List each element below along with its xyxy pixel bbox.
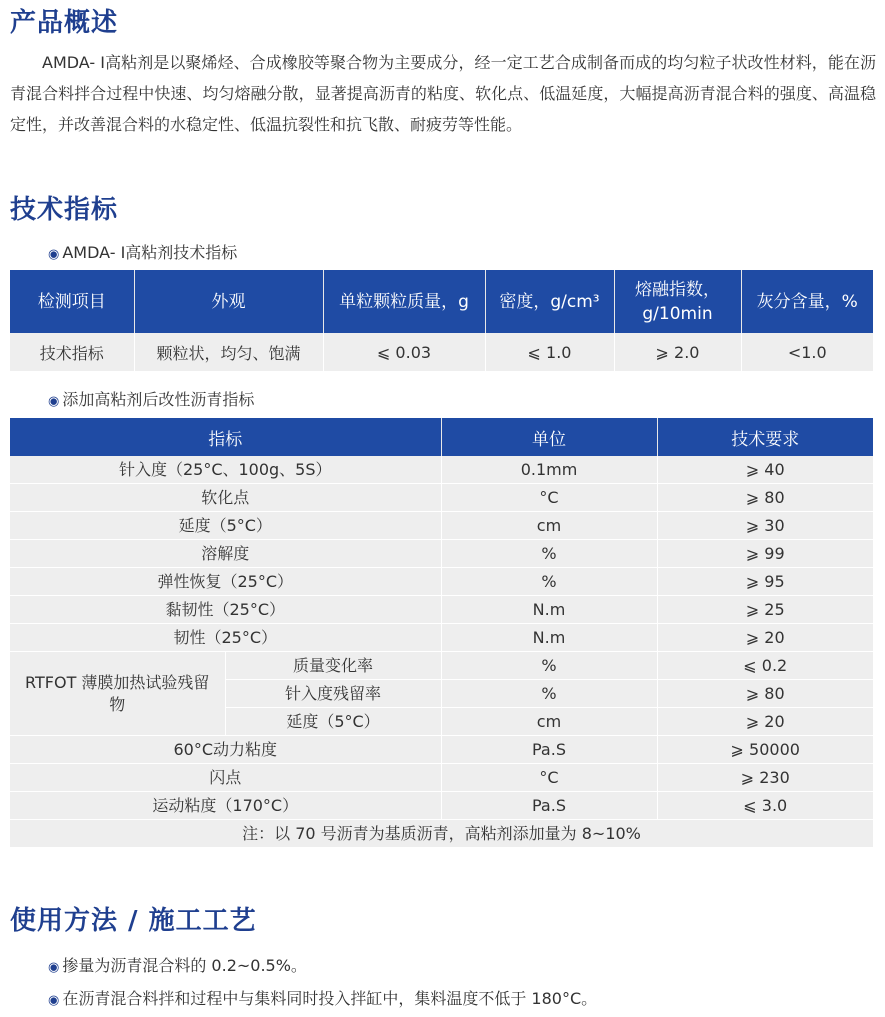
table-cell: N.m — [441, 596, 657, 624]
table2-header: 指标 — [10, 418, 441, 456]
table1-header: 外观 — [134, 270, 323, 333]
table-cell: cm — [441, 512, 657, 540]
table1-header: 灰分含量，% — [741, 270, 873, 333]
usage-item-text: 在沥青混合料拌和过程中与集料同时投入拌缸中，集料温度不低于 180°C。 — [62, 989, 598, 1008]
table-cell: % — [441, 568, 657, 596]
table-cell: 针入度残留率 — [225, 680, 441, 708]
table-cell: 延度（5°C） — [10, 512, 441, 540]
table2-header: 技术要求 — [657, 418, 873, 456]
table-cell: 韧性（25°C） — [10, 624, 441, 652]
table-cell: 延度（5°C） — [225, 708, 441, 736]
table-cell: 技术指标 — [10, 333, 134, 371]
table1-header: 密度，g/cm³ — [485, 270, 614, 333]
table1-caption-text: AMDA- Ⅰ高粘剂技术指标 — [62, 243, 238, 262]
table-cell: % — [441, 540, 657, 568]
asphalt-spec-table — [10, 418, 873, 848]
table2-header-row — [10, 418, 873, 456]
table-note-row — [10, 820, 873, 848]
table-cell: ⩾ 20 — [657, 708, 873, 736]
table-cell: Pa.S — [441, 792, 657, 820]
usage-item — [48, 986, 597, 1009]
table-row — [10, 456, 873, 484]
table-cell: 60°C动力粘度 — [10, 736, 441, 764]
table-cell: ⩾ 2.0 — [614, 333, 741, 371]
table-cell: cm — [441, 708, 657, 736]
table-cell: 软化点 — [10, 484, 441, 512]
table-cell: °C — [441, 484, 657, 512]
table-row — [10, 792, 873, 820]
table-cell: 黏韧性（25°C） — [10, 596, 441, 624]
table2-caption — [48, 387, 254, 410]
usage-title: 使用方法 / 施工工艺 — [10, 906, 257, 936]
bullet-icon: ◉ — [48, 960, 60, 975]
bullet-icon: ◉ — [48, 394, 60, 409]
bullet-icon: ◉ — [48, 247, 60, 262]
table-row — [10, 540, 873, 568]
table-cell: <1.0 — [741, 333, 873, 371]
table-cell: ⩾ 80 — [657, 484, 873, 512]
table-cell: ⩾ 25 — [657, 596, 873, 624]
table-cell: ⩾ 50000 — [657, 736, 873, 764]
table-cell: ⩽ 3.0 — [657, 792, 873, 820]
overview-text: AMDA- Ⅰ高粘剂是以聚烯烃、合成橡胶等聚合物为主要成分，经一定工艺合成制备而成的均匀粒子状改性材料，能在沥青混合料拌合过程中快速、均匀熔融分散，显著提高沥青的粘度、软化点、低温延度，大幅提高沥青混合料的强度、高温稳定性，并改善混合料的水稳定性、低温抗裂性和抗飞散、耐疲劳等性能。 — [10, 53, 876, 134]
table-cell: ⩾ 20 — [657, 624, 873, 652]
table2-caption-text: 添加高粘剂后改性沥青指标 — [62, 390, 255, 409]
table-cell: ⩾ 30 — [657, 512, 873, 540]
usage-item-text: 掺量为沥青混合料的 0.2~0.5%。 — [62, 956, 307, 975]
table-cell: % — [441, 680, 657, 708]
table-row — [10, 652, 873, 680]
table2-header: 单位 — [441, 418, 657, 456]
table-cell: ⩾ 80 — [657, 680, 873, 708]
table-cell: 弹性恢复（25°C） — [10, 568, 441, 596]
table-cell: ⩾ 40 — [657, 456, 873, 484]
table1-header: 熔融指数，g/10min — [614, 270, 741, 333]
table1-caption — [48, 240, 237, 263]
table-note: 注：以 70 号沥青为基质沥青，高粘剂添加量为 8~10% — [10, 820, 873, 848]
table-cell: N.m — [441, 624, 657, 652]
table-cell: ⩾ 230 — [657, 764, 873, 792]
table-cell: ⩾ 99 — [657, 540, 873, 568]
table-row — [10, 568, 873, 596]
table-cell: ⩾ 95 — [657, 568, 873, 596]
rtfot-group-label: RTFOT 薄膜加热试验残留物 — [10, 652, 225, 736]
table-cell: 运动粘度（170°C） — [10, 792, 441, 820]
table-cell: 针入度（25°C、100g、5S） — [10, 456, 441, 484]
table1-header: 检测项目 — [10, 270, 134, 333]
table1-header-row — [10, 270, 873, 333]
table-cell: % — [441, 652, 657, 680]
bullet-icon: ◉ — [48, 993, 60, 1008]
adhesive-spec-table — [10, 270, 873, 371]
table-row — [10, 596, 873, 624]
table-cell: 0.1mm — [441, 456, 657, 484]
table-row — [10, 624, 873, 652]
table1-header: 单粒颗粒质量，g — [323, 270, 485, 333]
table-row — [10, 512, 873, 540]
table-row — [10, 333, 873, 371]
spec-title: 技术指标 — [10, 195, 119, 225]
table-cell: ⩽ 0.03 — [323, 333, 485, 371]
table-cell: ⩽ 0.2 — [657, 652, 873, 680]
table-row — [10, 736, 873, 764]
table-cell: Pa.S — [441, 736, 657, 764]
table-cell: °C — [441, 764, 657, 792]
table-cell: 质量变化率 — [225, 652, 441, 680]
table-row — [10, 764, 873, 792]
table-cell: 溶解度 — [10, 540, 441, 568]
table-cell: 颗粒状，均匀、饱满 — [134, 333, 323, 371]
overview-title: 产品概述 — [10, 8, 119, 38]
table-cell: 闪点 — [10, 764, 441, 792]
table-cell: ⩽ 1.0 — [485, 333, 614, 371]
usage-item — [48, 953, 307, 976]
table-row — [10, 484, 873, 512]
